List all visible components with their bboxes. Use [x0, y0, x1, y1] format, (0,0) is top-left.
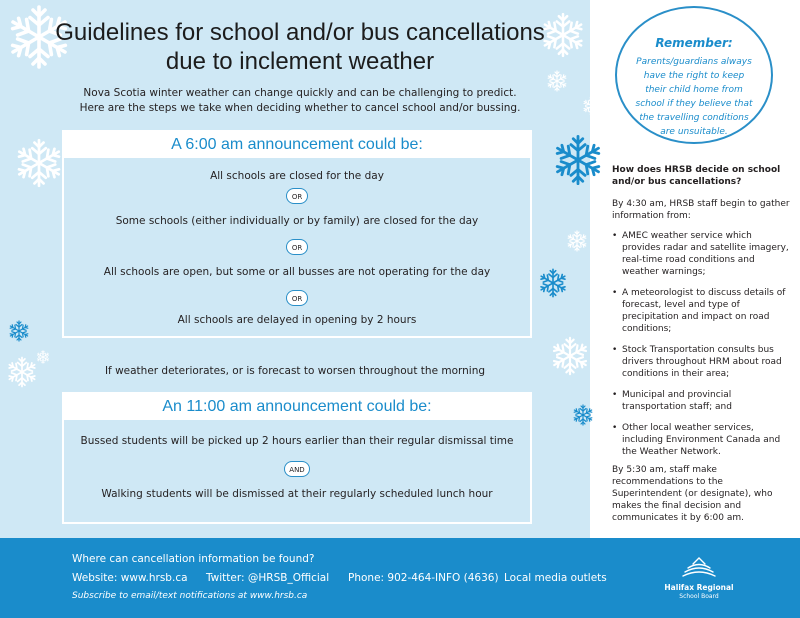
- snowflake-icon: [14, 138, 64, 188]
- snowflake-icon: [572, 404, 594, 426]
- snowflake-icon: [36, 350, 50, 364]
- snowflake-icon: [6, 356, 38, 388]
- snowflake-icon: [8, 320, 30, 342]
- subscribe-text[interactable]: Subscribe to email/text notifications at www.hrsb.ca: [72, 591, 308, 601]
- remember-line: their child home from: [645, 85, 743, 95]
- list-item: • AMEC weather service which provides radar and satellite imagery, real-time road conditions and weather warnings;: [612, 230, 790, 278]
- snowflake-icon: [550, 336, 590, 376]
- list-item: • Other local weather services, including Environment Canada and the Weather Network.: [612, 422, 790, 458]
- snowflake-icon: [552, 134, 604, 186]
- side-bullets: [612, 230, 790, 467]
- or-separator: OR: [286, 239, 308, 255]
- option-text: All schools are open, but some or all busses are not operating for the day: [103, 266, 491, 278]
- hrsb-logo: [664, 556, 734, 606]
- logo-subtitle: School Board: [679, 593, 719, 600]
- intro-text: [40, 86, 560, 116]
- page-title: [40, 18, 560, 76]
- option-text: Walking students will be dismissed at their regularly scheduled lunch hour: [101, 488, 493, 500]
- remember-body: [633, 55, 755, 139]
- list-item: • Stock Transportation consults bus drivers throughout HRM about road conditions in their area;: [612, 344, 790, 380]
- side-heading: How does HRSB decide on school and/or bus cancellations?: [612, 165, 781, 187]
- book-wave-icon: [679, 556, 719, 582]
- remember-callout: [615, 6, 773, 144]
- eleven-am-box: [62, 392, 532, 524]
- option-text: All schools are delayed in opening by 2 hours: [177, 314, 417, 326]
- and-separator: AND: [284, 461, 310, 477]
- logo-name: Halifax Regional: [664, 583, 734, 592]
- remember-line: the travelling conditions: [639, 113, 749, 123]
- option-text: Bussed students will be picked up 2 hours earlier than their regular dismissal time: [80, 435, 514, 447]
- option-text: All schools are closed for the day: [210, 170, 384, 182]
- media-outlets: Local media outlets: [504, 572, 607, 584]
- intro-line: Here are the steps we take when deciding whether to cancel school and/or bussing.: [79, 102, 521, 114]
- intro-line: Nova Scotia winter weather can change quickly and can be challenging to predict.: [83, 87, 517, 99]
- side-closing: By 5:30 am, staff make recommendations to the Superintendent (or designate), who makes the final decision and communicates it by 6:00 am.: [612, 465, 773, 523]
- six-am-header: A 6:00 am announcement could be:: [64, 132, 530, 158]
- remember-title: Remember:: [655, 36, 733, 50]
- snowflake-icon: [582, 96, 602, 116]
- title-line: due to inclement weather: [165, 48, 435, 75]
- bullet-list: [612, 230, 790, 458]
- snowflake-icon: [538, 268, 568, 298]
- option-text: Some schools (either individually or by family) are closed for the day: [115, 215, 479, 227]
- remember-line: have the right to keep: [643, 71, 745, 81]
- list-item: • A meteorologist to discuss details of forecast, level and type of precipitation and impact on road conditions;: [612, 287, 790, 335]
- footer-question: Where can cancellation information be found?: [72, 553, 315, 565]
- six-am-box: [62, 130, 532, 338]
- or-separator: OR: [286, 290, 308, 306]
- remember-line: are unsuitable.: [660, 127, 728, 137]
- title-line: Guidelines for school and/or bus cancellations: [55, 19, 545, 46]
- or-separator: OR: [286, 188, 308, 204]
- side-intro: By 4:30 am, HRSB staff begin to gather information from:: [612, 199, 790, 221]
- eleven-am-header: An 11:00 am announcement could be:: [64, 394, 530, 420]
- between-text: If weather deteriorates, or is forecast to worsen throughout the morning: [104, 365, 486, 377]
- phone-number: Phone: 902-464-INFO (4636): [348, 572, 499, 584]
- twitter-link[interactable]: Twitter: @HRSB_Official: [206, 572, 330, 584]
- list-item: • Municipal and provincial transportation staff; and: [612, 389, 790, 413]
- remember-line: Parents/guardians always: [636, 57, 752, 67]
- website-link[interactable]: Website: www.hrsb.ca: [72, 572, 188, 584]
- remember-line: school if they believe that: [635, 99, 753, 109]
- snowflake-icon: [566, 230, 588, 252]
